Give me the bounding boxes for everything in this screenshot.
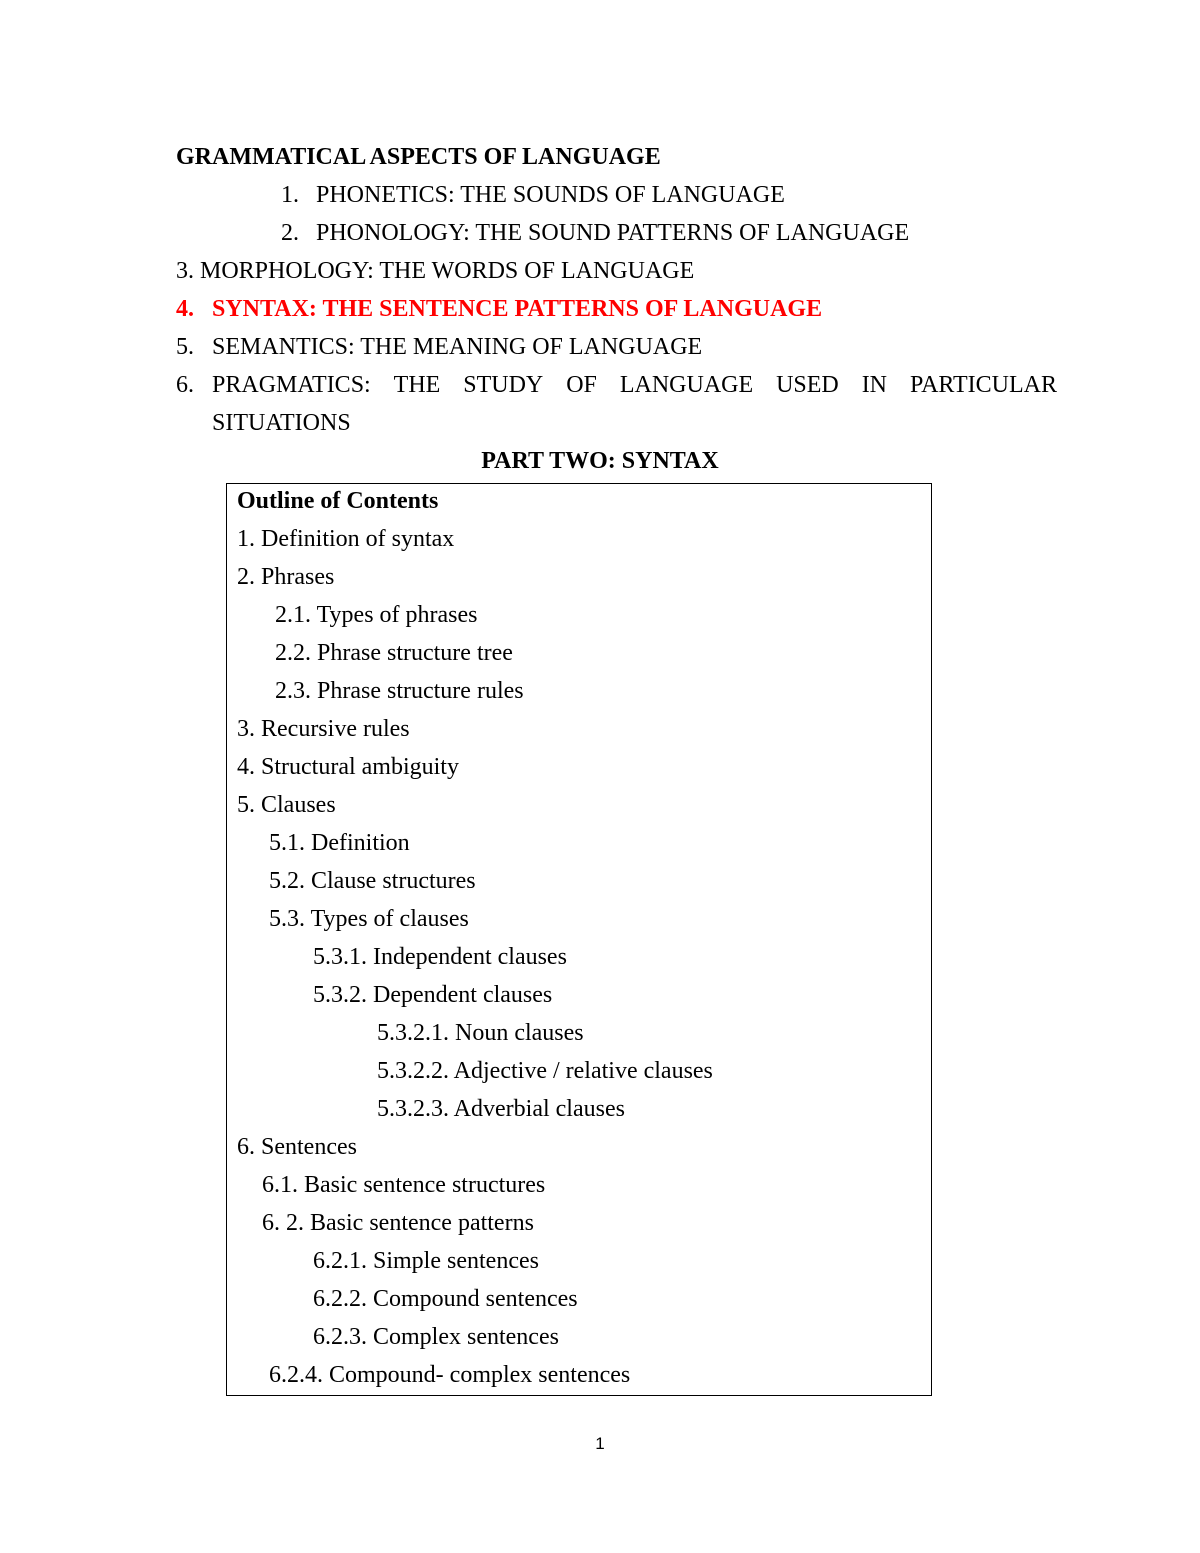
list-item-4-highlighted — [176, 294, 823, 324]
word: STUDY — [463, 372, 544, 398]
list-text: PHONOLOGY: THE SOUND PATTERNS OF LANGUAGE — [316, 220, 910, 246]
list-number: 3. — [176, 258, 194, 284]
page-number: 1 — [595, 1434, 605, 1453]
word: OF — [566, 372, 597, 398]
outline-item: 5.3.2.2. Adjective / relative clauses — [377, 1058, 713, 1084]
list-item-2 — [281, 218, 910, 248]
outline-item: 2.3. Phrase structure rules — [275, 678, 524, 704]
part-title: PART TWO: SYNTAX — [481, 448, 719, 474]
outline-item: 6.2.1. Simple sentences — [313, 1248, 539, 1274]
list-item-3 — [176, 256, 694, 286]
outline-item: 1. Definition of syntax — [237, 526, 455, 552]
document-title: GRAMMATICAL ASPECTS OF LANGUAGE — [176, 144, 661, 170]
outline-item: 2.2. Phrase structure tree — [275, 640, 513, 666]
outline-item: 6. Sentences — [237, 1134, 357, 1160]
outline-item: 6.2.3. Complex sentences — [313, 1324, 559, 1350]
outline-item: 5.3.2.3. Adverbial clauses — [377, 1096, 625, 1122]
outline-item: 5. Clauses — [237, 792, 336, 818]
list-item-6-justified-line — [212, 370, 1057, 400]
outline-item: 6. 2. Basic sentence patterns — [262, 1210, 534, 1236]
outline-item: 4. Structural ambiguity — [237, 754, 459, 780]
list-number: 4. — [176, 296, 194, 322]
word: LANGUAGE — [619, 372, 754, 398]
word: USED — [776, 372, 839, 398]
list-item-6-continuation: SITUATIONS — [212, 410, 351, 436]
word: THE — [393, 372, 441, 398]
outline-item: 5.2. Clause structures — [269, 868, 476, 894]
outline-item: 2. Phrases — [237, 564, 335, 590]
list-text: PHONETICS: THE SOUNDS OF LANGUAGE — [316, 182, 785, 208]
list-text: SEMANTICS: THE MEANING OF LANGUAGE — [212, 334, 703, 360]
word: PRAGMATICS: — [212, 372, 371, 398]
outline-item: 5.3.2.1. Noun clauses — [377, 1020, 584, 1046]
list-number: 2. — [281, 220, 299, 246]
outline-item: 3. Recursive rules — [237, 716, 410, 742]
outline-item: 6.1. Basic sentence structures — [262, 1172, 546, 1198]
list-number: 1. — [281, 182, 299, 208]
word: IN — [861, 372, 888, 398]
outline-item: 5.3.2. Dependent clauses — [313, 982, 553, 1008]
outline-item: 5.1. Definition — [269, 830, 410, 856]
list-item-6 — [176, 370, 194, 400]
outline-title: Outline of Contents — [237, 488, 439, 514]
outline-item: 6.2.4. Compound- complex sentences — [269, 1362, 631, 1388]
list-text: SYNTAX: THE SENTENCE PATTERNS OF LANGUAGE — [212, 296, 823, 322]
outline-item: 2.1. Types of phrases — [275, 602, 478, 628]
list-number: 6. — [176, 372, 194, 398]
list-item-5 — [176, 332, 703, 362]
outline-item: 5.3.1. Independent clauses — [313, 944, 567, 970]
list-text: MORPHOLOGY: THE WORDS OF LANGUAGE — [200, 258, 695, 284]
outline-box — [226, 483, 932, 1396]
outline-item: 5.3. Types of clauses — [269, 906, 469, 932]
word: PARTICULAR — [909, 372, 1057, 398]
list-item-1 — [281, 180, 785, 210]
list-number: 5. — [176, 334, 194, 360]
outline-item: 6.2.2. Compound sentences — [313, 1286, 578, 1312]
